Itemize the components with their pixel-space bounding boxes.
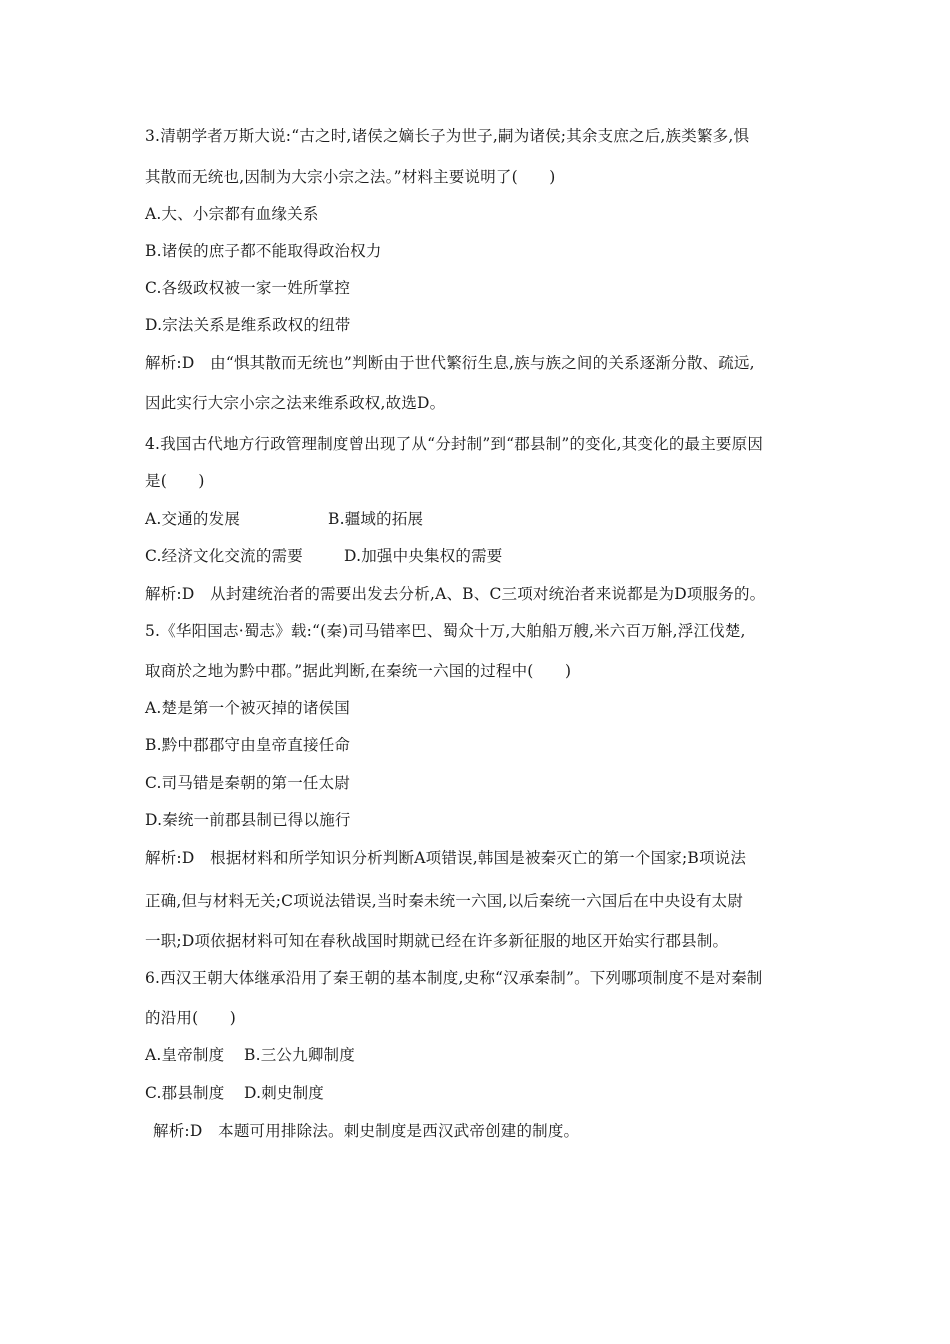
q3-analysis-line-1: 解析:D 由“惧其散而无统也”判断由于世代繁衍生息,族与族之间的关系逐渐分散、疏远, <box>145 354 755 372</box>
q6-option-d: D.刺史制度 <box>244 1084 325 1102</box>
q5-option-a: A.楚是第一个被灭掉的诸侯国 <box>145 699 350 717</box>
q5-option-b: B.黔中郡郡守由皇帝直接任命 <box>145 736 351 754</box>
q4-option-d: D.加强中央集权的需要 <box>344 547 503 565</box>
q6-options-row-1 <box>145 1045 355 1065</box>
q4-options-row-2 <box>145 546 503 566</box>
q3-analysis-line-2: 因此实行大宗小宗之法来维系政权,故选D。 <box>145 394 446 412</box>
q5-option-c: C.司马错是秦朝的第一任太尉 <box>145 774 351 792</box>
q3-option-a: A.大、小宗都有血缘关系 <box>145 205 319 223</box>
q5-stem-line-1: 5.《华阳国志·蜀志》载:“(秦)司马错率巴、蜀众十万,大舶船万艘,米六百万斛,浮江伐楚, <box>145 622 746 640</box>
q6-option-b: B.三公九卿制度 <box>244 1046 355 1064</box>
q4-stem-line-1: 4.我国古代地方行政管理制度曾出现了从“分封制”到“郡县制”的变化,其变化的最主要原因 <box>145 435 764 453</box>
q4-option-a: A.交通的发展 <box>145 510 241 528</box>
q6-option-c: C.郡县制度 <box>145 1084 225 1102</box>
q3-stem-line-2: 其散而无统也,因制为大宗小宗之法。”材料主要说明了( ) <box>145 168 556 186</box>
q3-option-d: D.宗法关系是维系政权的纽带 <box>145 316 351 334</box>
q6-option-a: A.皇帝制度 <box>145 1046 225 1064</box>
q6-stem-line-2: 的沿用( ) <box>145 1009 236 1027</box>
q4-option-b: B.疆域的拓展 <box>328 510 424 528</box>
q4-stem-line-2: 是( ) <box>145 472 205 490</box>
q3-option-c: C.各级政权被一家一姓所掌控 <box>145 279 351 297</box>
q6-stem-line-1: 6.西汉王朝大体继承沿用了秦王朝的基本制度,史称“汉承秦制”。下列哪项制度不是对秦制 <box>145 969 763 987</box>
q3-stem-line-1: 3.清朝学者万斯大说:“古之时,诸侯之嫡长子为世子,嗣为诸侯;其余支庶之后,族类繁多,惧 <box>145 127 750 145</box>
q5-analysis-line-1: 解析:D 根据材料和所学知识分析判断A项错误,韩国是被秦灭亡的第一个国家;B项说法 <box>145 849 747 867</box>
q5-analysis-line-2: 正确,但与材料无关;C项说法错误,当时秦未统一六国,以后秦统一六国后在中央设有太尉 <box>145 892 744 910</box>
q4-option-c: C.经济文化交流的需要 <box>145 547 303 565</box>
q5-analysis-line-3: 一职;D项依据材料可知在春秋战国时期就已经在许多新征服的地区开始实行郡县制。 <box>145 932 729 950</box>
q5-option-d: D.秦统一前郡县制已得以施行 <box>145 811 351 829</box>
q6-options-row-2 <box>145 1083 324 1103</box>
q3-option-b: B.诸侯的庶子都不能取得政治权力 <box>145 242 382 260</box>
q5-stem-line-2: 取商於之地为黔中郡。”据此判断,在秦统一六国的过程中( ) <box>145 662 572 680</box>
q4-options-row-1 <box>145 509 423 529</box>
q6-analysis-line-1: 解析:D 本题可用排除法。刺史制度是西汉武帝创建的制度。 <box>153 1122 580 1140</box>
q4-analysis-line-1: 解析:D 从封建统治者的需要出发去分析,A、B、C三项对统治者来说都是为D项服务的。 <box>145 585 766 603</box>
